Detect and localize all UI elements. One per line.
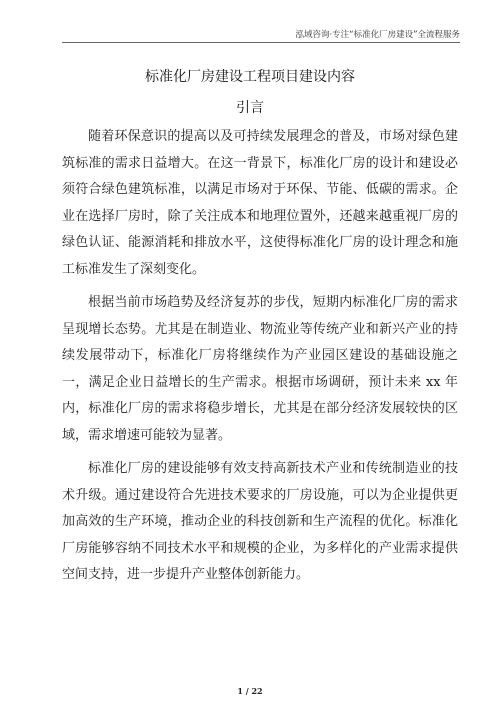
- document-title: 标准化厂房建设工程项目建设内容: [145, 69, 355, 85]
- header-divider: [62, 42, 460, 43]
- body-paragraph: 根据当前市场趋势及经济复苏的步伐，短期内标准化厂房的需求呈现增长态势。尤其是在制造业、物流业等传统产业和新兴产业的持续发展带动下，标准化厂房将继续作为产业园区建设的基础设施之一，满足企业日益增长的生产需求。根据市场调研，预计未来 xx 年内，标准化厂房的需求将稳步增长，尤其是在部分经济发展较快的区域，需求增速可能较为显著。: [62, 295, 458, 443]
- body-paragraph: 随着环保意识的提高以及可持续发展理念的普及，市场对绿色建筑标准的需求日益增大。在这一背景下，标准化厂房的设计和建设必须符合绿色建筑标准，以满足市场对于环保、节能、低碳的需求。企业在选择厂房时，除了关注成本和地理位置外，还越来越重视厂房的绿色认证、能源消耗和排放水平，这使得标准化厂房的设计理念和施工标准发生了深刻变化。: [62, 129, 458, 277]
- section-heading: 引言: [236, 100, 264, 116]
- page-number: 1 / 22: [237, 686, 263, 696]
- header-tagline: 泓域咨询·专注“标准化厂房建设”全流程服务: [295, 30, 460, 40]
- document-body: [62, 124, 458, 596]
- body-paragraph: 标准化厂房的建设能够有效支持高新技术产业和传统制造业的技术升级。通过建设符合先进技术要求的厂房设施，可以为企业提供更加高效的生产环境，推动企业的科技创新和生产流程的优化。标准化厂房能够容纳不同技术水平和规模的企业，为多样化的产业需求提供空间支持，进一步提升产业整体创新能力。: [62, 461, 458, 582]
